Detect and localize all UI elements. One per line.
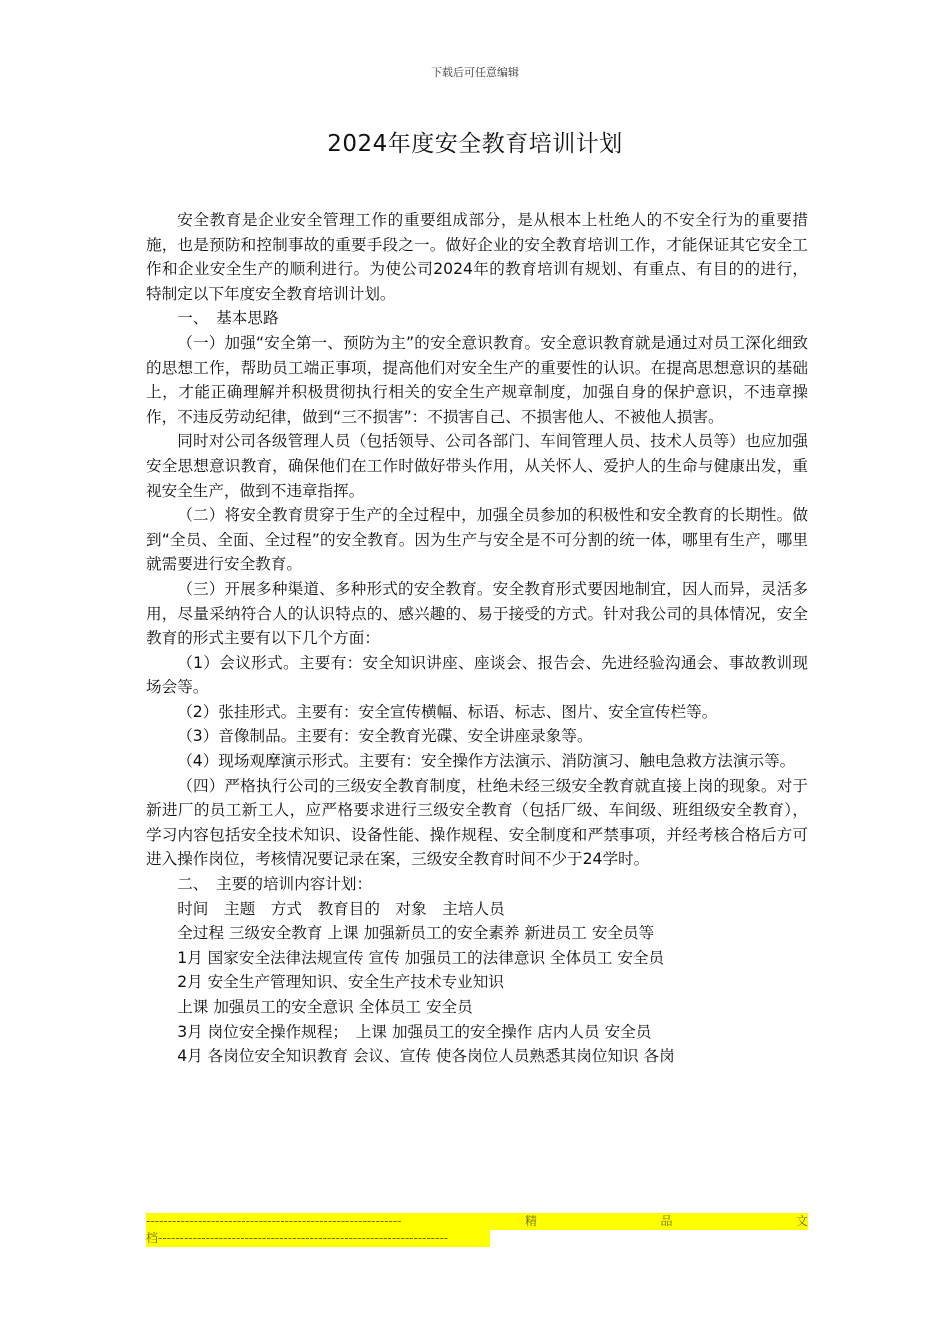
schedule-header-row: 时间 主题 方式 教育目的 对象 主培人员 [177, 899, 505, 918]
list-item: （3）音像制品。主要有：安全教育光碟、安全讲座录象等。 [177, 727, 593, 746]
footer-word: 文 [795, 1214, 808, 1228]
paragraph: （四）严格执行公司的三级安全教育制度，杜绝未经三级安全教育就直接上岗的现象。对于新进厂的员工新工人，应严格要求进行三级安全教育（包括厂级、车间级、班组级安全教育），学习内容包括安全技术知识、设备性能、操作规程、安全制度和严禁事项，并经考核合格后方可进入操作岗位，考核情况要记录在案，三级安全教育时间不少于24学时。 [146, 776, 808, 869]
list-item: （1）会议形式。主要有：安全知识讲座、座谈会、报告会、先进经验沟通会、事故教训现场会等。 [146, 653, 808, 697]
page-footer-watermark [146, 1213, 808, 1247]
paragraph: （三）开展多种渠道、多种形式的安全教育。安全教育形式要因地制宜，因人而异，灵活多用，尽量采纳符合人的认识特点的、感兴趣的、易于接受的方式。针对我公司的具体情况，安全教育的形式主要有以下几个方面： [146, 579, 808, 648]
schedule-row: 上课 加强员工的安全意识 全体员工 安全员 [177, 998, 473, 1016]
footer-word: 品 [660, 1214, 673, 1228]
paragraph: 安全教育是企业安全管理工作的重要组成部分，是从根本上杜绝人的不安全行为的重要措施，也是预防和控制事故的重要手段之一。做好企业的安全教育培训工作，才能保证其它安全工作和企业安全生产的顺利进行。为使公司2024年的教育培训有规划、有重点、有目的的进行，特制定以下年度安全教育培训计划。 [146, 211, 808, 303]
document-body [146, 208, 808, 1069]
page-header: 下载后可任意编辑 [431, 66, 519, 79]
footer-dashes: ----------------------------------------------------------- [146, 1214, 402, 1228]
schedule-row: 全过程 三级安全教育 上课 加强新员工的安全素养 新进员工 安全员等 [177, 924, 655, 943]
list-item: （2）张挂形式。主要有：安全宣传横幅、标语、标志、图片、安全宣传栏等。 [177, 702, 718, 721]
section-heading: 一、 基本思路 [177, 309, 279, 328]
footer-line-1 [146, 1213, 808, 1230]
schedule-row: 4月 各岗位安全知识教育 会议、宣传 使各岗位人员熟悉其岗位知识 各岗 [177, 1047, 675, 1066]
paragraph: （一）加强“安全第一、预防为主”的安全意识教育。安全意识教育就是通过对员工深化细致的思想工作，帮助员工端正事项，提高他们对安全生产的重要性的认识。在提高思想意识的基础上，才能正确理解并积极贯彻执行相关的安全生产规章制度，加强自身的保护意识，不违章操作，不违反劳动纪律，做到“三不损害”：不损害自己、不损害他人、不被他人损害。 [146, 333, 808, 426]
paragraph: （二）将安全教育贯穿于生产的全过程中，加强全员参加的积极性和安全教育的长期性。做到“全员、全面、全过程”的安全教育。因为生产与安全是不可分割的统一体，哪里有生产，哪里就需要进行安全教育。 [146, 506, 808, 574]
section-heading: 二、 主要的培训内容计划： [177, 875, 373, 894]
schedule-row: 2月 安全生产管理知识、安全生产技术专业知识 [177, 973, 504, 992]
schedule-row: 3月 岗位安全操作规程； 上课 加强员工的安全操作 店内人员 安全员 [177, 1022, 652, 1041]
footer-line-2: 档------------------------------------------------------------------- [146, 1230, 490, 1247]
document-title: 2024年度安全教育培训计划 [327, 131, 623, 157]
schedule-row: 1月 国家安全法律法规宣传 宣传 加强员工的法律意识 全体员工 安全员 [177, 948, 665, 967]
list-item: （4）现场观摩演示形式。主要有：安全操作方法演示、消防演习、触电急救方法演示等。 [177, 752, 796, 771]
footer-word: 精 [524, 1214, 537, 1228]
paragraph: 同时对公司各级管理人员（包括领导、公司各部门、车间管理人员、技术人员等）也应加强安全思想意识教育，确保他们在工作时做好带头作用，从关怀人、爱护人的生命与健康出发，重视安全生产，做到不违章指挥。 [146, 432, 808, 500]
